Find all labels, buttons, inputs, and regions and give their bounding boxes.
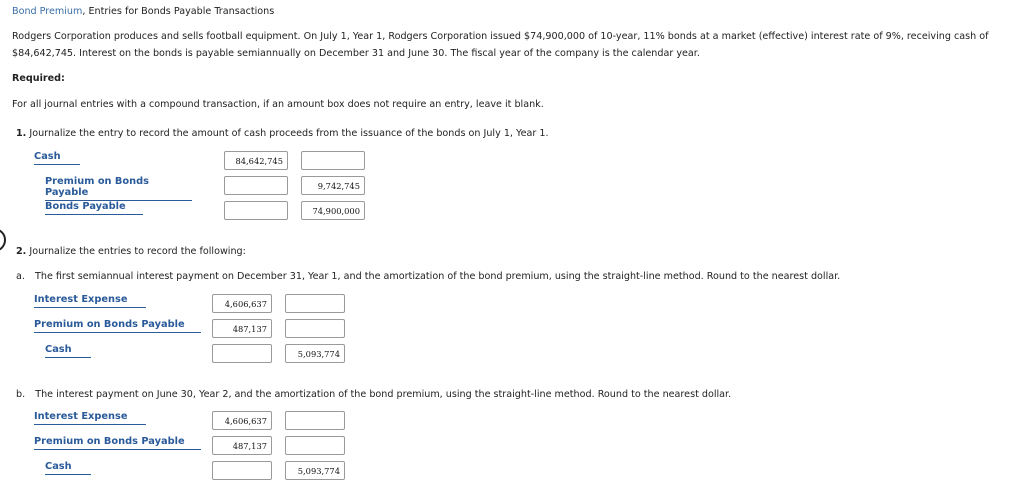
required-label: Required: [12,73,65,84]
q1-cash-debit[interactable]: 84,642,745 [224,151,288,170]
q1-bonds-debit[interactable] [224,201,288,220]
instructions: For all journal entries with a compound transaction, if an amount box does not require an entry, leave it blank. [12,99,544,110]
progress-marker [0,228,6,252]
q2-number: 2. [16,246,27,257]
q2b-account-premium[interactable]: Premium on Bonds Payable [34,436,201,450]
q2a-account-cash[interactable]: Cash [45,344,91,358]
problem-line-1: Rodgers Corporation produces and sells football equipment. On July 1, Year 1, Rodgers Corporation issued $74,900,000 of 10-year, 11% bonds at a market (effective) interest rate of 9%, receiving cash of [12,31,989,42]
q2b-premium-credit[interactable] [285,436,345,455]
q2a-text: The first semiannual interest payment on December 31, Year 1, and the amortization of the bond premium, using the straight-line method. Round to the nearest dollar. [35,271,841,282]
problem-line-2: $84,642,745. Interest on the bonds is payable semiannually on December 31 and June 30. The fiscal year of the company is the calendar year. [12,48,700,59]
q1-text: Journalize the entry to record the amount of cash proceeds from the issuance of the bonds on July 1, Year 1. [29,128,549,139]
q2a-premium-credit[interactable] [285,319,345,338]
q2a-account-premium[interactable]: Premium on Bonds Payable [34,319,201,333]
q1-account-cash[interactable]: Cash [34,151,80,165]
q1-cash-credit[interactable] [301,151,365,170]
q2-text: Journalize the entries to record the following: [29,246,246,257]
q2b-text: The interest payment on June 30, Year 2, and the amortization of the bond premium, using the straight-line method. Round to the nearest dollar. [35,389,732,400]
q2a-cash-credit[interactable]: 5,093,774 [285,344,345,363]
q1-bonds-credit[interactable]: 74,900,000 [301,201,365,220]
q1-premium-debit[interactable] [224,176,288,195]
q2a-interest-credit[interactable] [285,294,345,313]
q2a-cash-debit[interactable] [212,344,272,363]
q1-prompt [16,128,549,139]
page-title [12,6,274,17]
q1-account-premium[interactable]: Premium on Bonds Payable [45,176,192,201]
q2a-interest-debit[interactable]: 4,606,637 [212,294,272,313]
q2a-account-interest-expense[interactable]: Interest Expense [34,294,146,308]
q2b-premium-debit[interactable]: 487,137 [212,436,272,455]
q2a-prompt [16,271,840,282]
q2b-account-cash[interactable]: Cash [45,461,91,475]
q2b-account-interest-expense[interactable]: Interest Expense [34,411,146,425]
q2b-prompt [16,389,731,400]
q2b-interest-credit[interactable] [285,411,345,430]
q1-number: 1. [16,128,27,139]
q2b-label: b. [16,389,26,400]
title-text: , Entries for Bonds Payable Transactions [82,6,275,17]
q2a-premium-debit[interactable]: 487,137 [212,319,272,338]
q2a-label: a. [16,271,25,282]
q2-prompt [16,246,246,257]
q1-account-bonds-payable[interactable]: Bonds Payable [45,201,143,215]
topic-link[interactable]: Bond Premium [12,6,83,17]
q2b-cash-credit[interactable]: 5,093,774 [285,461,345,480]
q2b-interest-debit[interactable]: 4,606,637 [212,411,272,430]
q2b-cash-debit[interactable] [212,461,272,480]
q1-premium-credit[interactable]: 9,742,745 [301,176,365,195]
